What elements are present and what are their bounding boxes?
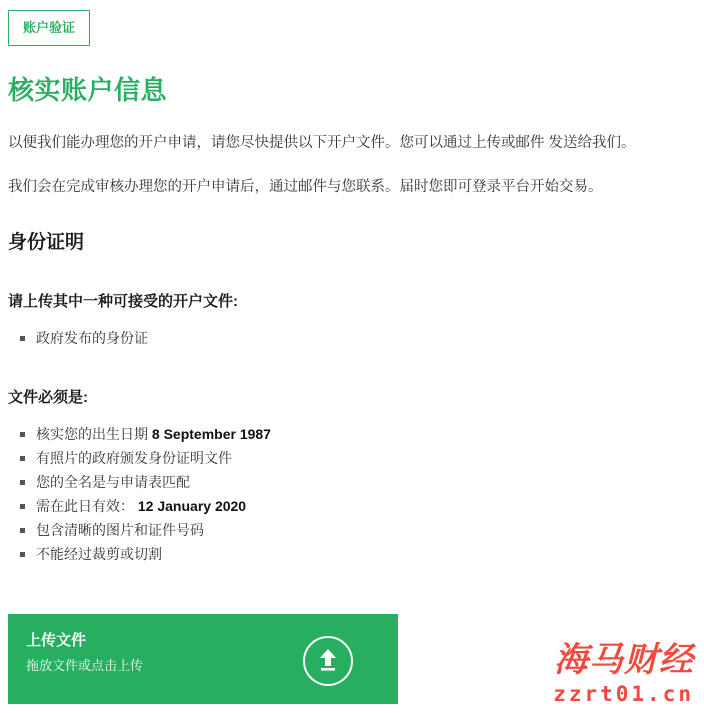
intro-paragraph-1: 以便我们能办理您的开户申请，请您尽快提供以下开户文件。您可以通过上传或邮件 发送给我们。 [8, 135, 636, 151]
list-item [34, 470, 696, 494]
list-item-text: 包含清晰的图片和证件号码 [36, 522, 204, 538]
list-item [34, 494, 696, 518]
list-item-bold: 8 September 1987 [151, 426, 271, 442]
watermark-sub-text: zzrt01.cn [553, 682, 694, 706]
section-title-identity: 身份证明 [8, 232, 85, 253]
list-item [34, 542, 696, 566]
upload-title: 上传文件 [26, 632, 87, 649]
accepted-documents-list [8, 326, 696, 350]
intro-paragraph-2: 我们会在完成审核办理您的开户申请后，通过邮件与您联系。届时您即可登录平台开始交易。 [8, 179, 603, 195]
watermark-main-text: 海马财经 [554, 640, 694, 680]
tab-bar [8, 0, 696, 46]
accepted-documents-heading: 请上传其中一种可接受的开户文件: [8, 293, 238, 310]
list-item-text: 需在此日有效： [36, 498, 138, 514]
requirements-heading: 文件必须是: [8, 389, 88, 406]
requirements-list [8, 422, 696, 566]
list-item [34, 422, 696, 446]
list-item-bold: 12 January 2020 [137, 498, 247, 514]
list-item-text: 不能经过裁剪或切割 [36, 546, 162, 562]
page-title: 核实账户信息 [8, 75, 168, 105]
list-item-text: 您的全名是与申请表匹配 [36, 474, 190, 490]
list-item-text: 有照片的政府颁发身份证明文件 [36, 450, 232, 466]
list-item-text: 核实您的出生日期 [36, 426, 152, 442]
upload-subtitle: 拖放文件或点击上传 [26, 658, 144, 673]
watermark [553, 641, 694, 707]
list-item: 政府发布的身份证 [34, 326, 696, 350]
upload-circle-arrow-icon [303, 636, 353, 686]
upload-dropzone[interactable] [8, 614, 398, 704]
tab-account-verification[interactable]: 账户验证 [8, 10, 90, 46]
list-item [34, 518, 696, 542]
list-item [34, 446, 696, 470]
